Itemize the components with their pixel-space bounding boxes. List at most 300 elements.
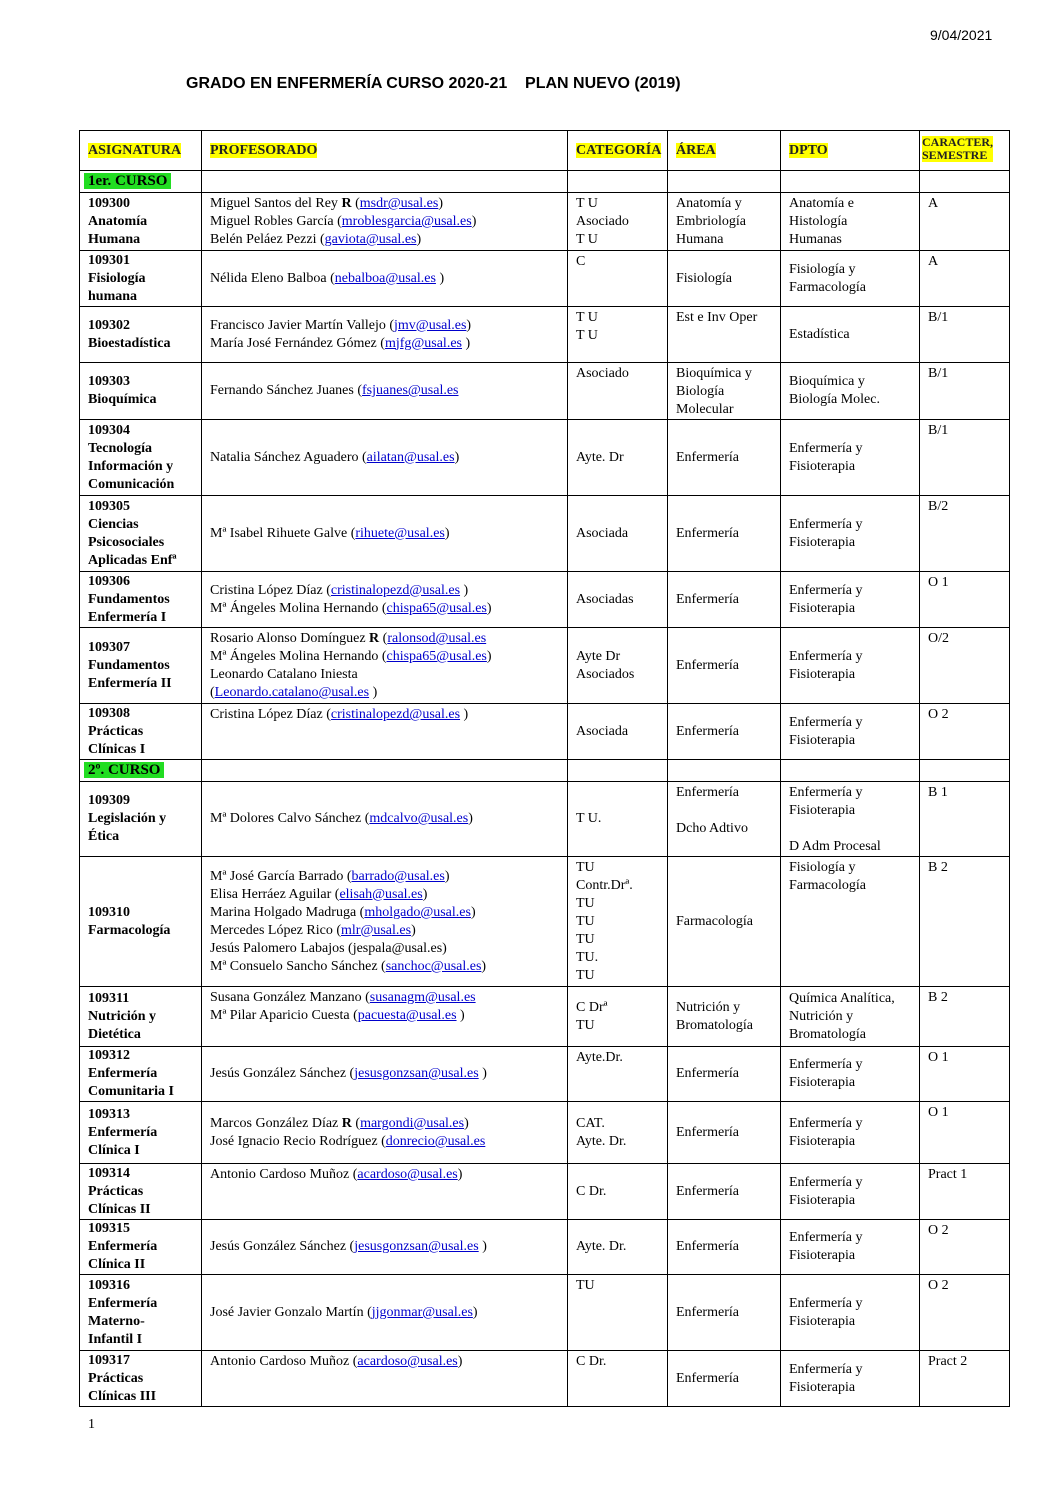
subject-code: 109316	[88, 1277, 130, 1293]
categoria-cell	[568, 420, 668, 496]
subject-name: Clínica II	[88, 1257, 146, 1272]
header-area: ÁREA	[676, 142, 716, 158]
professor-name: Mª Pilar Aparicio Cuesta (	[210, 1008, 358, 1023]
email-link[interactable]: fsjuanes@usal.es	[362, 383, 459, 398]
professor-name: Natalia Sánchez Aguadero (	[210, 449, 367, 465]
professor-line	[210, 1304, 559, 1322]
subject-row	[80, 193, 1010, 251]
professor-name: Marcos González Díaz	[210, 1115, 342, 1131]
email-link[interactable]: margondi@usal.es	[360, 1115, 465, 1131]
area-line: Dcho Adtivo	[676, 821, 748, 836]
categoria-cell	[568, 1220, 668, 1275]
area-cell	[668, 1220, 781, 1275]
email-link[interactable]: pacuesta@usal.es	[357, 1008, 457, 1023]
area-line: Farmacología	[676, 913, 753, 929]
professor-name: Mercedes López Rico (	[210, 922, 341, 938]
professor-name: Cristina López Díaz (	[210, 707, 331, 722]
categoria-cell	[568, 251, 668, 307]
header-caracter	[922, 136, 993, 162]
profesorado-cell	[202, 420, 568, 496]
dpto-line: Fisioterapia	[789, 1313, 856, 1329]
subject-name: Clínica I	[88, 1142, 140, 1158]
area-cell	[668, 987, 781, 1047]
asignatura-cell	[80, 987, 202, 1047]
course-row	[80, 171, 1010, 193]
dpto-line: Biología Molec.	[789, 392, 880, 407]
caracter-cell	[920, 251, 1010, 307]
dpto-line: Fisioterapia	[789, 458, 856, 474]
professor-line	[210, 706, 559, 724]
dpto-line: Humanas	[789, 232, 842, 247]
caracter-cell	[920, 1351, 1010, 1407]
paren-close: )	[457, 1354, 463, 1369]
subject-name: Ciencias	[88, 516, 139, 532]
subject-row	[80, 987, 1010, 1047]
asignatura-cell	[80, 1102, 202, 1164]
profesorado-cell	[202, 987, 568, 1047]
email-link[interactable]: chispa65@usal.es	[386, 649, 487, 664]
email-link[interactable]: mdcalvo@usal.es	[369, 811, 469, 826]
categoria-cell	[568, 857, 668, 987]
subject-name: Clínicas II	[88, 1201, 151, 1217]
dpto-line: Fisioterapia	[789, 1133, 856, 1149]
professor-name: Francisco Javier Martín Vallejo (	[210, 317, 395, 333]
professor-line	[210, 582, 559, 600]
professor-line	[210, 648, 559, 666]
asignatura-cell	[80, 307, 202, 363]
professor-line	[210, 810, 559, 828]
email-link[interactable]: rihuete@usal.es	[355, 525, 445, 541]
dpto-line: Enfermería y	[789, 648, 863, 664]
subject-name: Prácticas	[88, 1183, 144, 1199]
email-link[interactable]: jjgonmar@usal.es	[371, 1304, 473, 1320]
subject-code: 109300	[88, 195, 130, 211]
dpto-line: Nutrición y	[789, 1008, 854, 1024]
paren-close: )	[444, 525, 450, 541]
email-link[interactable]: acardoso@usal.es	[357, 1354, 458, 1369]
email-link[interactable]: acardoso@usal.es	[357, 1167, 458, 1182]
responsible-marker: R	[341, 1115, 352, 1131]
subject-name: Bioestadística	[88, 335, 171, 351]
dpto-cell	[781, 572, 920, 628]
dpto-line: Fisioterapia	[789, 1075, 856, 1090]
empty-cell	[920, 760, 1010, 782]
dpto-line: Farmacología	[789, 279, 866, 295]
professor-line	[210, 684, 559, 702]
caracter-value: B/2	[928, 499, 949, 514]
professor-name: José Javier Gonzalo Martín (	[210, 1304, 372, 1320]
asignatura-cell	[80, 857, 202, 987]
subject-name: Dietética	[88, 1026, 141, 1042]
caracter-cell	[920, 363, 1010, 420]
subject-name: Enfermería	[88, 1124, 158, 1140]
subject-code: 109306	[88, 573, 130, 589]
caracter-value: O 1	[928, 1105, 949, 1120]
category-line: TU	[576, 1278, 595, 1293]
area-cell	[668, 572, 781, 628]
profesorado-cell	[202, 1275, 568, 1351]
email-link[interactable]: jesusgonzsan@usal.es	[354, 1066, 479, 1081]
email-link[interactable]: mroblesgarcia@usal.es	[341, 214, 472, 229]
dpto-line: Química Analítica,	[789, 990, 895, 1006]
course-label: 1er. CURSO	[84, 173, 171, 189]
dpto-cell	[781, 857, 920, 987]
asignatura-cell	[80, 628, 202, 704]
caracter-cell	[920, 1164, 1010, 1220]
subject-name: Legislación y	[88, 811, 167, 826]
professor-name: Mª Ángeles Molina Hernando (	[210, 649, 387, 664]
area-line: Enfermería	[676, 1239, 739, 1254]
category-line: TU	[576, 1017, 595, 1033]
asignatura-cell	[80, 1275, 202, 1351]
area-line: Enfermería	[676, 449, 739, 465]
subject-row	[80, 363, 1010, 420]
category-line: Ayte Dr	[576, 648, 621, 664]
professor-name: Marina Holgado Madruga (	[210, 904, 365, 920]
paren-open: (	[351, 1115, 361, 1131]
area-cell	[668, 1275, 781, 1351]
professor-line	[210, 270, 559, 288]
area-cell	[668, 1102, 781, 1164]
dpto-line: Enfermería y	[789, 714, 863, 730]
empty-cell	[202, 171, 568, 193]
subject-name: Farmacología	[88, 922, 171, 938]
paren-close: )	[411, 922, 416, 938]
header-categoria: CATEGORÍA	[576, 142, 662, 158]
dpto-line: Fisioterapia	[789, 666, 856, 682]
category-line: Asociada	[576, 525, 629, 541]
caracter-cell	[920, 1220, 1010, 1275]
professor-name: Mª José García Barrado (	[210, 868, 352, 884]
paren-close: )	[422, 886, 428, 902]
subject-name: Materno-	[88, 1313, 145, 1329]
area-cell	[668, 193, 781, 251]
subject-code: 109302	[88, 317, 130, 333]
document-date: 9/04/2021	[930, 27, 993, 43]
professor-name: José Ignacio Recio Rodríguez (	[210, 1133, 386, 1149]
caracter-cell	[920, 307, 1010, 363]
header-profesorado: PROFESORADO	[210, 142, 318, 158]
dpto-line: Anatomía e	[789, 196, 854, 211]
caracter-cell	[920, 1275, 1010, 1351]
area-line: Est e Inv Oper	[676, 310, 758, 325]
dpto-line: Fisioterapia	[789, 803, 856, 818]
empty-cell	[781, 760, 920, 782]
subject-row	[80, 307, 1010, 363]
asignatura-cell	[80, 704, 202, 760]
subject-name: Fundamentos	[88, 657, 170, 673]
professor-name: Leonardo Catalano Iniesta	[210, 667, 358, 682]
subject-code: 109305	[88, 498, 130, 514]
caracter-value: O 2	[928, 1223, 949, 1238]
asignatura-cell	[80, 193, 202, 251]
email-link[interactable]: elisah@usal.es	[339, 886, 423, 902]
empty-cell	[920, 171, 1010, 193]
profesorado-cell	[202, 572, 568, 628]
dpto-cell	[781, 307, 920, 363]
subject-row	[80, 704, 1010, 760]
professor-line	[210, 195, 559, 213]
email-link[interactable]: cristinalopezd@usal.es	[330, 582, 461, 598]
caracter-value: O 1	[928, 575, 949, 590]
paren-close: )	[486, 600, 492, 616]
subject-name: Ética	[88, 829, 120, 844]
subject-row	[80, 1220, 1010, 1275]
professor-name: María José Fernández Gómez (	[210, 335, 385, 351]
area-cell	[668, 782, 781, 857]
subject-name: Tecnología	[88, 440, 153, 456]
area-line: Embriología	[676, 214, 746, 229]
category-line: Asociado	[576, 214, 629, 229]
email-link[interactable]: msdr@usal.es	[359, 196, 439, 211]
paren-open: (	[379, 631, 388, 646]
paren-close: )	[478, 1239, 487, 1254]
empty-cell	[202, 760, 568, 782]
area-cell	[668, 251, 781, 307]
paren-close: )	[466, 317, 472, 333]
dpto-line: Enfermería y	[789, 582, 863, 598]
dpto-line: Enfermería y	[789, 1230, 863, 1245]
empty-cell	[668, 760, 781, 782]
caracter-cell	[920, 496, 1010, 572]
professor-name: Jesús González Sánchez (	[210, 1066, 355, 1081]
area-line: Nutrición y	[676, 999, 741, 1015]
category-line: Asociados	[576, 666, 635, 682]
email-link[interactable]: sanchoc@usal.es	[385, 958, 482, 974]
header-asignatura: ASIGNATURA	[88, 142, 182, 158]
professor-line	[210, 231, 559, 249]
email-link[interactable]: barrado@usal.es	[351, 868, 445, 884]
caracter-value: B 1	[928, 785, 948, 800]
area-line: Enfermería	[676, 591, 739, 607]
paren-close: )	[468, 811, 473, 826]
category-line: T U	[576, 232, 598, 247]
categoria-cell	[568, 782, 668, 857]
area-line: Enfermería	[676, 1066, 739, 1081]
subject-row	[80, 420, 1010, 496]
dpto-line	[789, 820, 911, 838]
category-line: TU	[576, 859, 595, 875]
professor-line	[210, 335, 559, 353]
area-line: Enfermería	[676, 1370, 739, 1386]
professor-line	[210, 666, 559, 684]
area-line: Bromatología	[676, 1017, 753, 1033]
email-link[interactable]: mlr@usal.es	[341, 922, 412, 938]
caracter-cell	[920, 1102, 1010, 1164]
email-link[interactable]: ralonsod@usal.es	[387, 631, 487, 646]
dpto-line: Estadística	[789, 326, 850, 342]
category-line: T U	[576, 196, 598, 211]
area-line: Enfermería	[676, 1304, 739, 1320]
subject-row	[80, 1351, 1010, 1407]
subject-code: 109311	[88, 990, 130, 1006]
responsible-marker: R	[341, 196, 352, 211]
subject-code: 109312	[88, 1048, 130, 1063]
dpto-line: Enfermería y	[789, 1057, 863, 1072]
dpto-cell	[781, 251, 920, 307]
category-line: T U	[576, 328, 598, 343]
area-cell	[668, 496, 781, 572]
subject-name: Enfermería	[88, 1066, 158, 1081]
professor-name: Mª Dolores Calvo Sánchez (	[210, 811, 370, 826]
asignatura-cell	[80, 1164, 202, 1220]
professor-line	[210, 1166, 559, 1184]
subject-row	[80, 1275, 1010, 1351]
caracter-cell	[920, 1047, 1010, 1102]
categoria-cell	[568, 363, 668, 420]
dpto-cell	[781, 363, 920, 420]
asignatura-cell	[80, 420, 202, 496]
profesorado-cell	[202, 307, 568, 363]
dpto-line: Bromatología	[789, 1026, 866, 1042]
paren-close: )	[435, 270, 445, 286]
professor-line	[210, 630, 559, 648]
paren-close: )	[471, 214, 477, 229]
area-line: Enfermería	[676, 723, 739, 739]
course-row	[80, 760, 1010, 782]
area-line: Molecular	[676, 402, 734, 417]
dpto-cell	[781, 628, 920, 704]
dpto-cell	[781, 1275, 920, 1351]
dpto-cell	[781, 782, 920, 857]
header-dpto: DPTO	[789, 142, 828, 158]
professor-name: Miguel Robles García (	[210, 214, 342, 229]
paren-close: )	[470, 904, 476, 920]
dpto-line: Fisioterapia	[789, 1379, 856, 1395]
subject-name: Comunicación	[88, 476, 175, 492]
professor-name: (	[210, 685, 215, 700]
caracter-cell	[920, 704, 1010, 760]
email-link[interactable]: chispa65@usal.es	[386, 600, 487, 616]
professor-name: Fernando Sánchez Juanes (	[210, 383, 363, 398]
email-link[interactable]: Leonardo.catalano@usal.es	[214, 685, 370, 700]
area-cell	[668, 1351, 781, 1407]
categoria-cell	[568, 987, 668, 1047]
caracter-cell	[920, 193, 1010, 251]
subject-code: 109301	[88, 252, 130, 268]
email-link[interactable]: susanagm@usal.es	[369, 990, 476, 1005]
category-line: TU	[576, 931, 595, 947]
subject-code: 109308	[88, 705, 130, 721]
professor-line	[210, 1115, 559, 1133]
responsible-marker: R	[369, 631, 380, 646]
dpto-line: Enfermería y	[789, 785, 863, 800]
subject-name: Enfermería	[88, 1239, 158, 1254]
dpto-line: Fisiología y	[789, 860, 856, 875]
category-line: C Dr.	[576, 1354, 607, 1369]
professor-line	[210, 1133, 559, 1151]
professor-name: Nélida Eleno Balboa (	[210, 270, 335, 286]
asignatura-cell	[80, 1351, 202, 1407]
caracter-value: A	[928, 196, 939, 211]
profesorado-cell	[202, 782, 568, 857]
caracter-value: Pract 1	[928, 1167, 968, 1182]
categoria-cell	[568, 193, 668, 251]
dpto-line: Fisioterapia	[789, 534, 856, 550]
subject-code: 109304	[88, 422, 130, 438]
professor-line	[210, 1353, 559, 1371]
email-link[interactable]: jmv@usal.es	[394, 317, 467, 333]
professor-line	[210, 525, 559, 543]
caracter-cell	[920, 987, 1010, 1047]
subjects-table	[79, 130, 1010, 1407]
area-cell	[668, 420, 781, 496]
email-link[interactable]: mjfg@usal.es	[384, 335, 462, 351]
professor-name: Antonio Cardoso Muñoz (	[210, 1167, 358, 1182]
categoria-cell	[568, 628, 668, 704]
professor-name: Cristina López Díaz (	[210, 582, 331, 598]
paren-close: )	[464, 1115, 469, 1131]
professor-name: Rosario Alonso Domínguez	[210, 631, 370, 646]
category-line: T U	[576, 310, 598, 325]
professor-name: Miguel Santos del Rey	[210, 196, 342, 211]
subject-name: Fundamentos	[88, 591, 170, 607]
email-link[interactable]: cristinalopezd@usal.es	[330, 707, 461, 722]
professor-line	[210, 922, 559, 940]
paren-close: )	[486, 649, 492, 664]
subject-code: 109314	[88, 1165, 130, 1181]
email-link[interactable]: donrecio@usal.es	[385, 1133, 486, 1149]
dpto-line: Histología	[789, 214, 848, 229]
dpto-cell	[781, 193, 920, 251]
profesorado-cell	[202, 1164, 568, 1220]
paren-close: )	[454, 449, 460, 465]
header-caracter-line2: SEMESTRE	[922, 148, 988, 162]
profesorado-cell	[202, 857, 568, 987]
subject-name: Información y	[88, 458, 174, 474]
subject-row	[80, 1102, 1010, 1164]
area-line: Enfermería	[676, 1124, 739, 1140]
email-link[interactable]: gaviota@usal.es	[324, 232, 417, 247]
subject-name: Infantil I	[88, 1331, 143, 1347]
category-line: C Drª	[576, 999, 608, 1015]
dpto-cell	[781, 1102, 920, 1164]
email-link[interactable]: ailatan@usal.es	[366, 449, 455, 465]
caracter-value: Pract 2	[928, 1354, 968, 1369]
email-link[interactable]: mholgado@usal.es	[364, 904, 471, 920]
categoria-cell	[568, 1102, 668, 1164]
dpto-line: Enfermería y	[789, 516, 863, 532]
paren-close: )	[460, 582, 469, 598]
professor-line	[210, 904, 559, 922]
categoria-cell	[568, 1047, 668, 1102]
dpto-line: Fisioterapia	[789, 1192, 856, 1208]
subject-name: Bioquímica	[88, 392, 157, 407]
area-cell	[668, 857, 781, 987]
category-line: TU	[576, 895, 595, 911]
categoria-cell	[568, 1275, 668, 1351]
subject-name: Comunitaria I	[88, 1084, 174, 1099]
subject-name: Nutrición y	[88, 1008, 157, 1024]
professor-name: Susana González Manzano (	[210, 990, 370, 1005]
subject-code: 109317	[88, 1352, 130, 1368]
professor-name: Antonio Cardoso Muñoz (	[210, 1354, 358, 1369]
subject-name: Enfermería	[88, 1295, 158, 1311]
email-link[interactable]: jesusgonzsan@usal.es	[354, 1239, 479, 1254]
subject-name: Enfermería I	[88, 609, 167, 625]
area-line: Enfermería	[676, 525, 739, 541]
professor-name: Jesús Palomero Labajos (jespala@usal.es)	[210, 940, 447, 956]
empty-cell	[781, 171, 920, 193]
email-link[interactable]: nebalboa@usal.es	[334, 270, 436, 286]
area-line: Enfermería	[676, 657, 739, 673]
subject-code: 109307	[88, 639, 130, 655]
subject-code: 109303	[88, 374, 130, 389]
professor-line	[210, 868, 559, 886]
area-line: Bioquímica y	[676, 366, 752, 381]
paren-close: )	[472, 1304, 478, 1320]
empty-cell	[668, 171, 781, 193]
